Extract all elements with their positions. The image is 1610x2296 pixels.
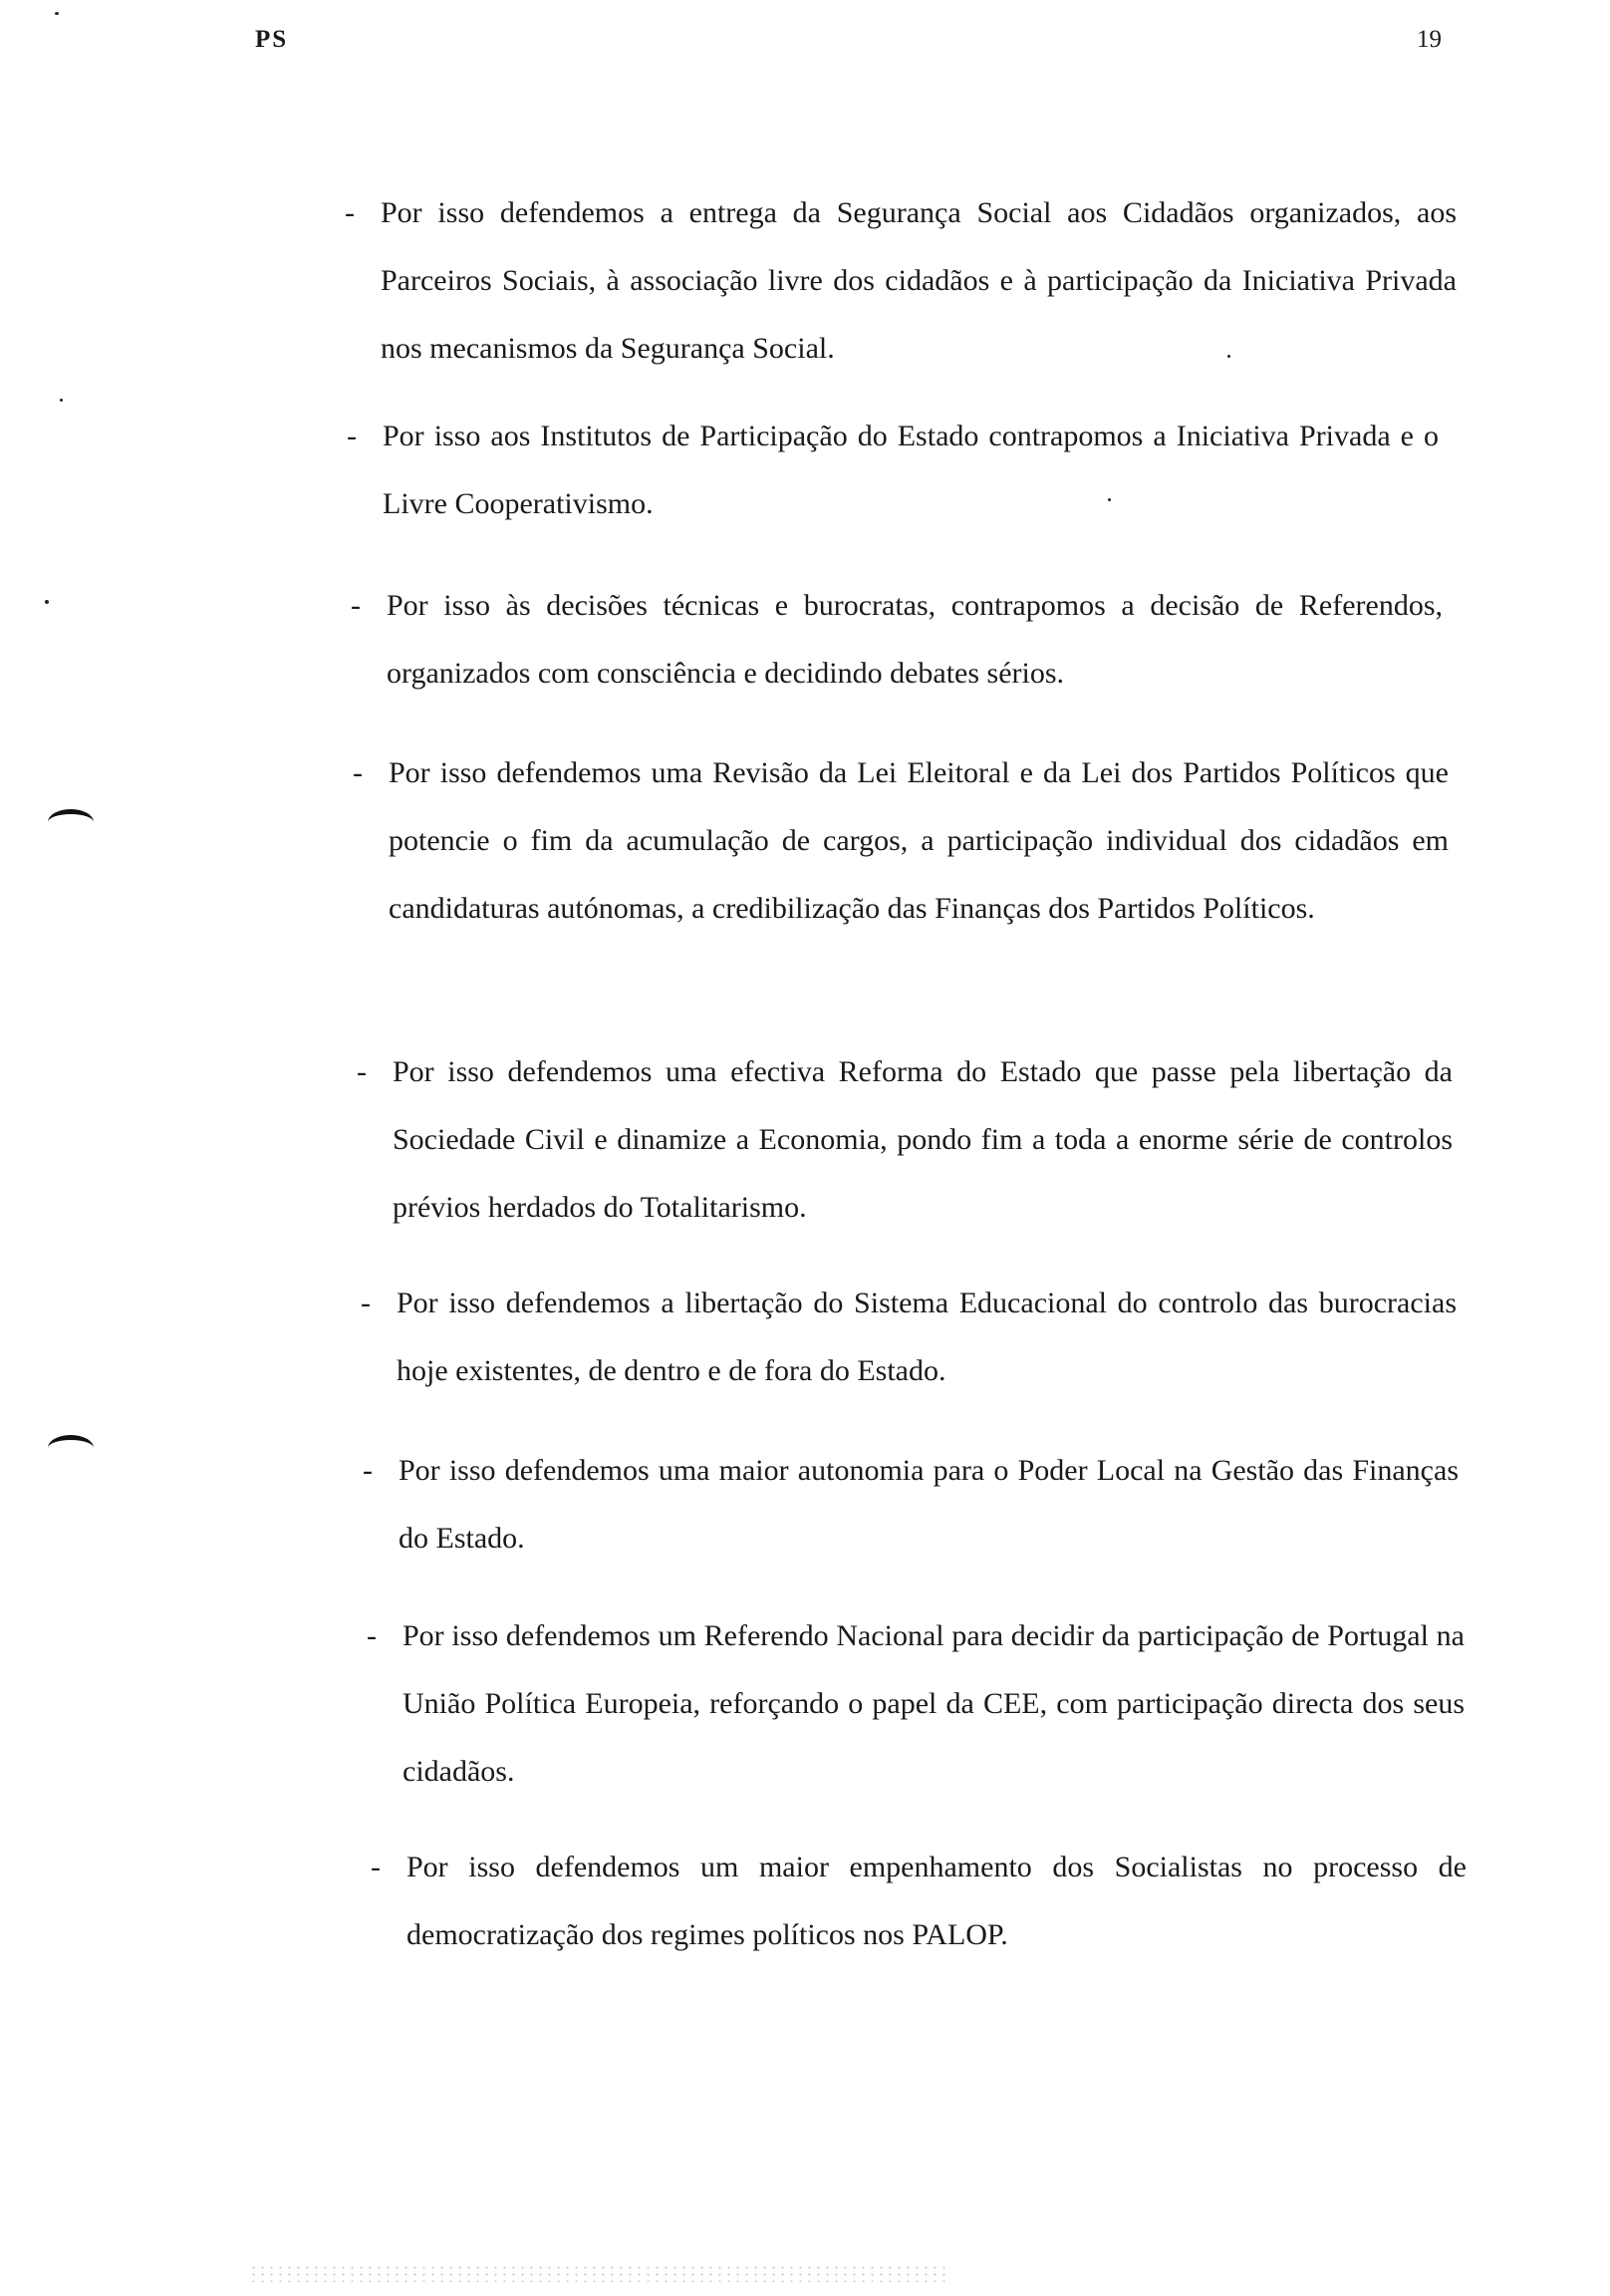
list-item xyxy=(371,1834,1467,1969)
list-item xyxy=(347,403,1439,538)
list-item-text: Por isso aos Institutos de Participação do Estado contrapomos a Iniciativa Privada e o Livre Cooperativismo. xyxy=(383,420,1439,520)
list-item-text: Por isso defendemos a libertação do Sistema Educacional do controlo das burocracias hoje existentes, de dentro e de fora do Estado. xyxy=(397,1287,1457,1387)
page-number: 19 xyxy=(1417,26,1442,53)
scan-speck xyxy=(1108,498,1111,501)
list-item-text: Por isso defendemos uma Revisão da Lei Eleitoral e da Lei dos Partidos Políticos que potencie o fim da acumulação de cargos, a participação individual dos cidadãos em candidaturas autónomas, a credibilização das Finanças dos Partidos Políticos. xyxy=(389,756,1449,925)
list-item-text: Por isso defendemos um maior empenhamento dos Socialistas no processo de democratização dos regimes políticos nos PALOP. xyxy=(406,1851,1467,1951)
list-dash: - xyxy=(345,196,355,229)
scan-noise xyxy=(249,2264,946,2282)
list-item-text: Por isso defendemos um Referendo Nacional para decidir da participação de Portugal na União Política Europeia, reforçando o papel da CEE, com participação directa dos seus cidadãos. xyxy=(402,1619,1465,1788)
scan-speck xyxy=(60,399,63,402)
list-item-text: Por isso defendemos uma efectiva Reforma do Estado que passe pela libertação da Sociedade Civil e dinamize a Economia, pondo fim a toda a enorme série de controlos prévios herdados do Totalitarismo. xyxy=(393,1055,1453,1224)
scan-speck xyxy=(1227,355,1230,358)
list-dash: - xyxy=(347,420,357,452)
list-dash: - xyxy=(353,756,363,789)
list-item xyxy=(361,1270,1457,1405)
list-dash: - xyxy=(371,1851,381,1883)
list-dash: - xyxy=(367,1619,377,1652)
list-item-text: Por isso defendemos uma maior autonomia para o Poder Local na Gestão das Finanças do Estado. xyxy=(399,1454,1459,1555)
list-dash: - xyxy=(363,1454,373,1487)
list-item xyxy=(351,572,1443,708)
punch-hole-mark-top xyxy=(48,809,94,835)
list-dash: - xyxy=(361,1287,371,1319)
page-header-left: PS xyxy=(255,26,289,53)
list-dash: - xyxy=(357,1055,367,1088)
punch-hole-mark-bottom xyxy=(48,1435,94,1461)
list-item xyxy=(357,1038,1453,1242)
scan-speck xyxy=(55,12,59,15)
list-item xyxy=(345,179,1457,383)
list-item xyxy=(367,1602,1465,1806)
list-item-text: Por isso às decisões técnicas e burocratas, contrapomos a decisão de Referendos, organizados com consciência e decidindo debates sérios. xyxy=(387,589,1443,690)
list-item xyxy=(363,1437,1459,1573)
list-dash: - xyxy=(351,589,361,622)
list-item xyxy=(353,739,1449,943)
list-item-text: Por isso defendemos a entrega da Segurança Social aos Cidadãos organizados, aos Parceiros Sociais, à associação livre dos cidadãos e à participação da Iniciativa Privada nos mecanismos da Segurança Social. xyxy=(381,196,1457,365)
scan-speck xyxy=(45,600,49,604)
